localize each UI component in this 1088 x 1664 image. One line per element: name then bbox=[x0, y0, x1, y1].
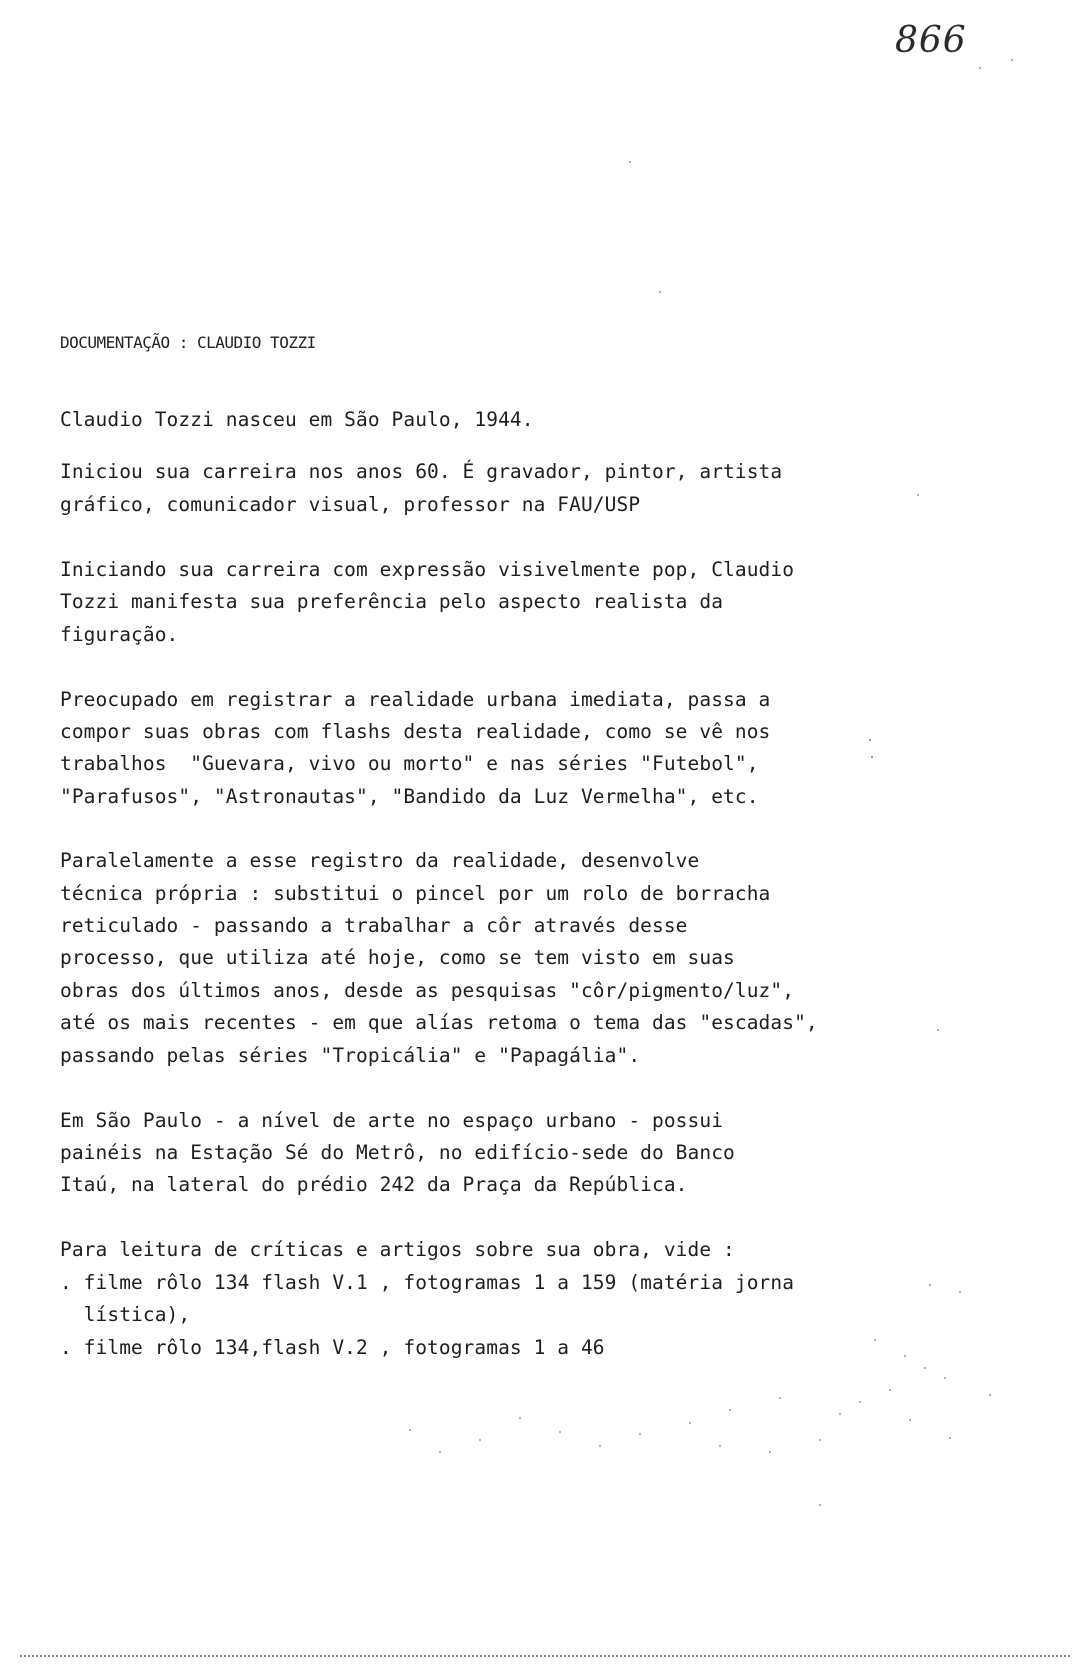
paragraph-5-line-6: até os mais recentes - em que alías retoma o tema das "escadas", bbox=[60, 1011, 818, 1034]
paragraph-2-line-2: gráfico, comunicador visual, professor na FAU/USP bbox=[60, 493, 641, 516]
paragraph-6-line-2: painéis na Estação Sé do Metrô, no edifício-sede do Banco bbox=[60, 1141, 735, 1164]
scan-edge-line bbox=[20, 1655, 1070, 1657]
handwritten-page-number: 866 bbox=[895, 20, 967, 61]
paragraph-5-line-4: processo, que utiliza até hoje, como se tem visto em suas bbox=[60, 946, 735, 969]
paragraph-2-line-1: Iniciou sua carreira nos anos 60. É gravador, pintor, artista bbox=[60, 460, 783, 483]
paragraph-3-line-1: Iniciando sua carreira com expressão visivelmente pop, Claudio bbox=[60, 558, 795, 581]
paragraph-4-line-4: "Parafusos", "Astronautas", "Bandido da Luz Vermelha", etc. bbox=[60, 785, 759, 808]
paragraph-6-line-3: Itaú, na lateral do prédio 242 da Praça da República. bbox=[60, 1173, 688, 1196]
paragraph-5-line-3: reticulado - passando a trabalhar a côr através desse bbox=[60, 914, 688, 937]
paragraph-5-line-5: obras dos últimos anos, desde as pesquisas "côr/pigmento/luz", bbox=[60, 979, 795, 1002]
references-intro: Para leitura de críticas e artigos sobre sua obra, vide : bbox=[60, 1238, 735, 1261]
document-heading: DOCUMENTAÇÃO : CLAUDIO TOZZI bbox=[60, 333, 316, 352]
paragraph-3-line-3: figuração. bbox=[60, 623, 179, 646]
paragraph-5-line-2: técnica própria : substitui o pincel por um rolo de borracha bbox=[60, 882, 771, 905]
paragraph-4-line-3: trabalhos "Guevara, vivo ou morto" e nas séries "Futebol", bbox=[60, 752, 759, 775]
paragraph-5-line-1: Paralelamente a esse registro da realidade, desenvolve bbox=[60, 849, 700, 872]
paragraph-5-line-7: passando pelas séries "Tropicália" e "Papagália". bbox=[60, 1044, 641, 1067]
paragraph-4-line-2: compor suas obras com flashs desta realidade, como se vê nos bbox=[60, 720, 771, 743]
reference-item-1-continuation: lística), bbox=[60, 1303, 191, 1326]
reference-item-2: . filme rôlo 134,flash V.2 , fotogramas 1 a 46 bbox=[60, 1336, 605, 1359]
paragraph-6-line-1: Em São Paulo - a nível de arte no espaço urbano - possui bbox=[60, 1109, 724, 1132]
paragraph-3-line-2: Tozzi manifesta sua preferência pelo aspecto realista da bbox=[60, 590, 724, 613]
paragraph-4-line-1: Preocupado em registrar a realidade urbana imediata, passa a bbox=[60, 688, 771, 711]
reference-item-1: . filme rôlo 134 flash V.1 , fotogramas 1 a 159 (matéria jorna bbox=[60, 1271, 795, 1294]
paragraph-1-line-1: Claudio Tozzi nasceu em São Paulo, 1944. bbox=[60, 408, 534, 431]
